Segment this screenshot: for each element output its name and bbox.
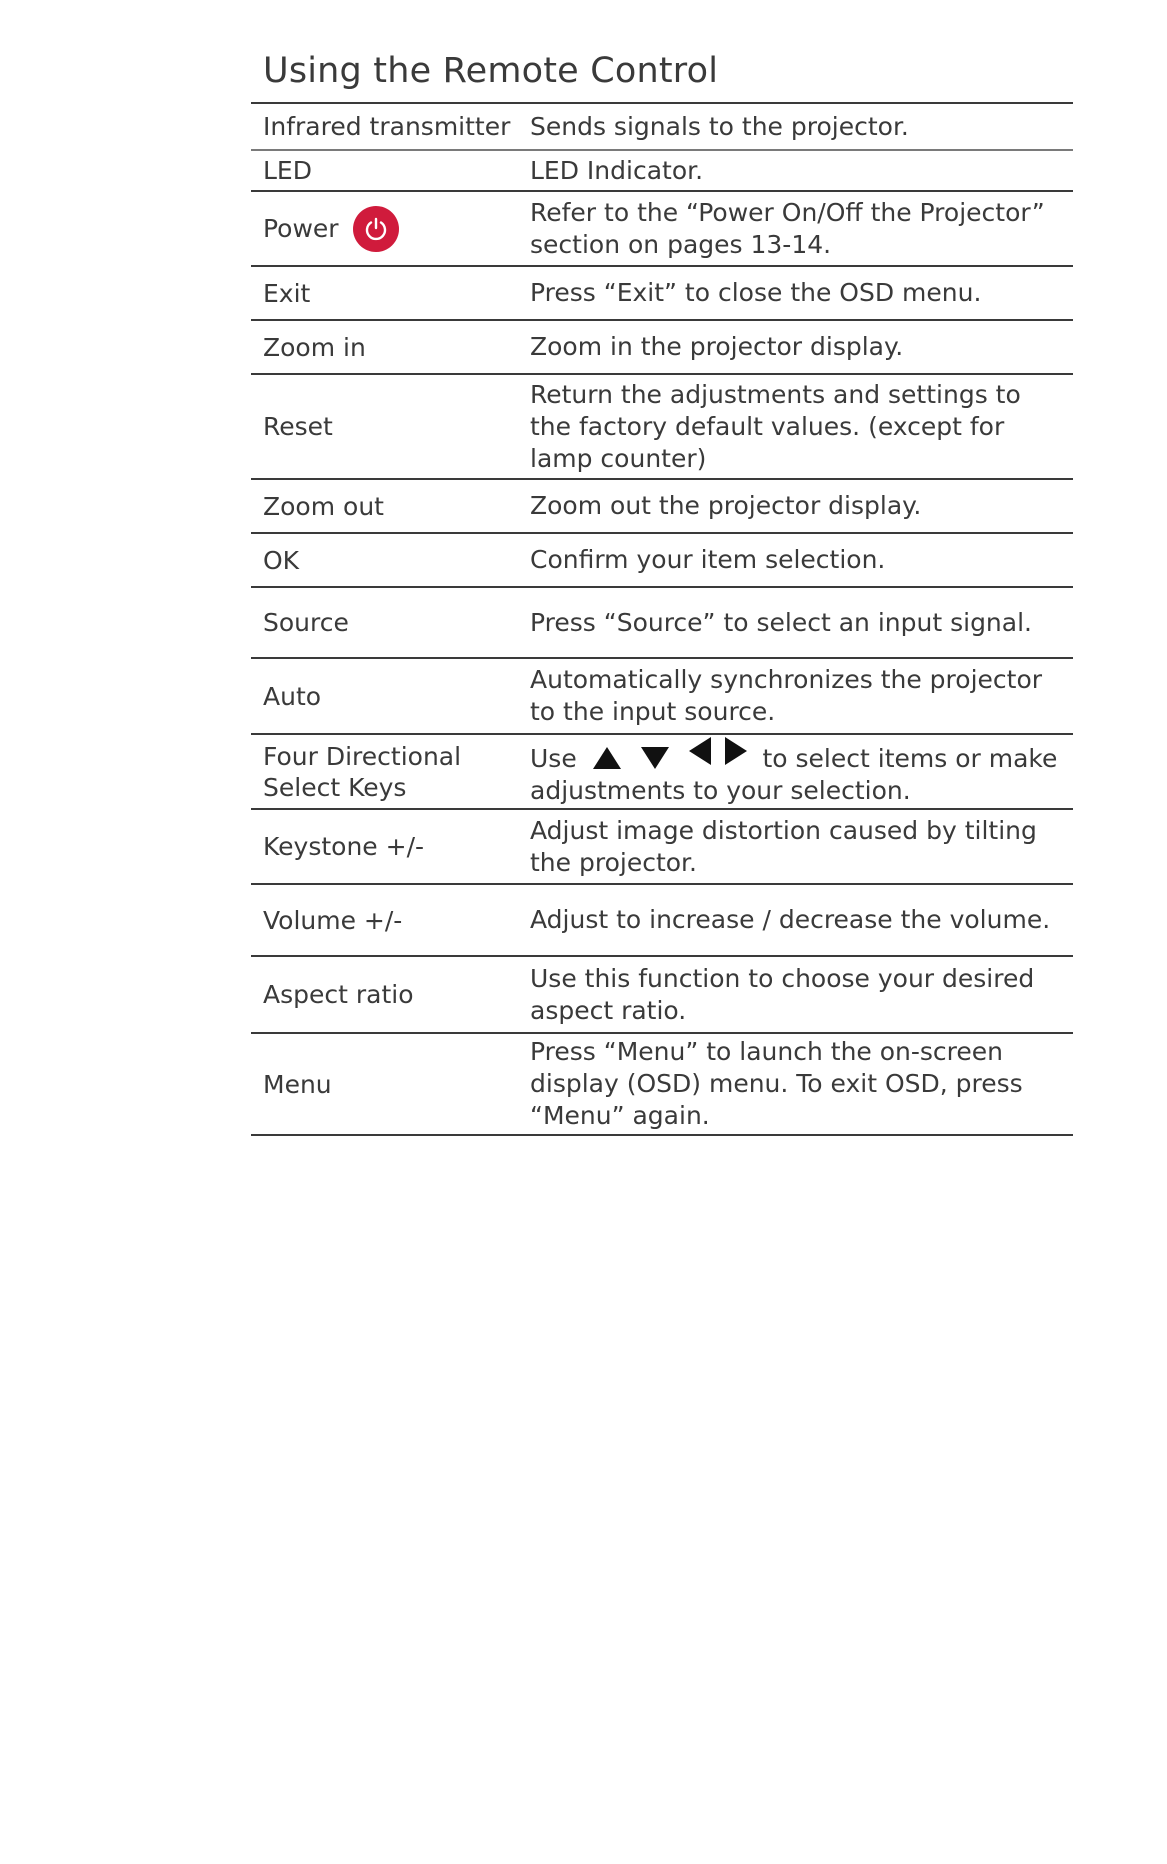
- table-row-keystone: [251, 810, 1073, 885]
- row-desc: [530, 815, 1073, 879]
- power-icon: [353, 206, 399, 252]
- table-row-exit: [251, 267, 1073, 321]
- row-desc-line: the factory default values. (except for: [530, 411, 1005, 441]
- row-desc-line: Refer to the “Power On/Off the Projector”: [530, 197, 1045, 227]
- row-key: Auto: [263, 681, 322, 711]
- row-key: Menu: [263, 1069, 332, 1099]
- row-desc-line: the projector.: [530, 847, 697, 877]
- desc-text: to select items or make: [762, 743, 1058, 773]
- row-key: LED: [263, 156, 312, 185]
- row-desc: Zoom out the projector display.: [530, 491, 922, 520]
- table-row-power: [251, 192, 1073, 267]
- row-key-line: Four Directional: [263, 741, 462, 771]
- row-desc-line: adjustments to your selection.: [530, 775, 911, 805]
- row-desc: [530, 1036, 1073, 1132]
- row-key: Exit: [263, 278, 311, 308]
- table-row-source: [251, 588, 1073, 659]
- row-key: [251, 741, 530, 803]
- row-key: OK: [263, 545, 300, 575]
- row-key: Reset: [263, 412, 333, 441]
- remote-control-table: [251, 102, 1073, 1136]
- table-row-led: [251, 151, 1073, 192]
- row-desc-line: display (OSD) menu. To exit OSD, press: [530, 1069, 1023, 1098]
- row-desc: Press “Exit” to close the OSD menu.: [530, 278, 982, 307]
- row-desc-line: Return the adjustments and settings to: [530, 379, 1021, 409]
- table-row-aspect-ratio: [251, 957, 1073, 1034]
- row-key: Zoom out: [263, 491, 384, 521]
- row-desc-line: “Menu” again.: [530, 1101, 710, 1130]
- row-key: Zoom in: [263, 332, 366, 362]
- row-desc-line: lamp counter): [530, 443, 707, 473]
- row-key-power: [251, 206, 530, 252]
- row-desc: Press “Source” to select an input signal.: [530, 607, 1032, 637]
- row-desc-line: Use this function to choose your desired: [530, 963, 1035, 993]
- arrow-left-icon: [689, 737, 711, 765]
- table-row-zoom-in: [251, 321, 1073, 375]
- row-key-line: Select Keys: [263, 772, 407, 802]
- row-desc: [530, 963, 1073, 1027]
- table-row-menu: [251, 1034, 1073, 1136]
- arrow-up-icon: [593, 747, 621, 769]
- arrow-down-icon: [641, 747, 669, 769]
- table-row-volume: [251, 885, 1073, 957]
- manual-page: [251, 50, 1073, 1130]
- table-row-reset: [251, 375, 1073, 480]
- row-desc-line: Press “Menu” to launch the on-screen: [530, 1037, 1004, 1066]
- row-desc: Zoom in the projector display.: [530, 332, 904, 361]
- row-key: Volume +/-: [263, 905, 403, 935]
- row-desc-line: Adjust image distortion caused by tilting: [530, 815, 1037, 845]
- table-row-auto: [251, 659, 1073, 735]
- row-desc: [530, 737, 1073, 807]
- row-desc: LED Indicator.: [530, 155, 704, 185]
- page-title: Using the Remote Control: [263, 51, 719, 91]
- arrow-right-icon: [725, 737, 747, 765]
- row-desc: [530, 664, 1073, 728]
- row-key: Power: [263, 214, 339, 243]
- row-key: Keystone +/-: [263, 832, 425, 861]
- row-desc-line: [530, 737, 1067, 775]
- row-key: Aspect ratio: [263, 980, 414, 1009]
- table-row-zoom-out: [251, 480, 1073, 534]
- table-row-infrared: [251, 104, 1073, 151]
- row-desc-line: to the input source.: [530, 697, 776, 726]
- row-key: Source: [263, 608, 349, 637]
- desc-text: Use: [530, 743, 577, 773]
- row-desc: [530, 197, 1073, 261]
- row-desc: Adjust to increase / decrease the volume.: [530, 905, 1051, 934]
- row-key: Infrared transmitter: [263, 112, 511, 141]
- table-row-ok: [251, 534, 1073, 588]
- table-row-directional-keys: [251, 735, 1073, 810]
- row-desc: Confirm your item selection.: [530, 545, 886, 574]
- row-desc-line: Automatically synchronizes the projector: [530, 665, 1043, 694]
- row-desc-line: section on pages 13-14.: [530, 229, 832, 259]
- row-desc: [530, 379, 1073, 475]
- row-desc: Sends signals to the projector.: [530, 111, 909, 141]
- row-desc-line: aspect ratio.: [530, 995, 687, 1025]
